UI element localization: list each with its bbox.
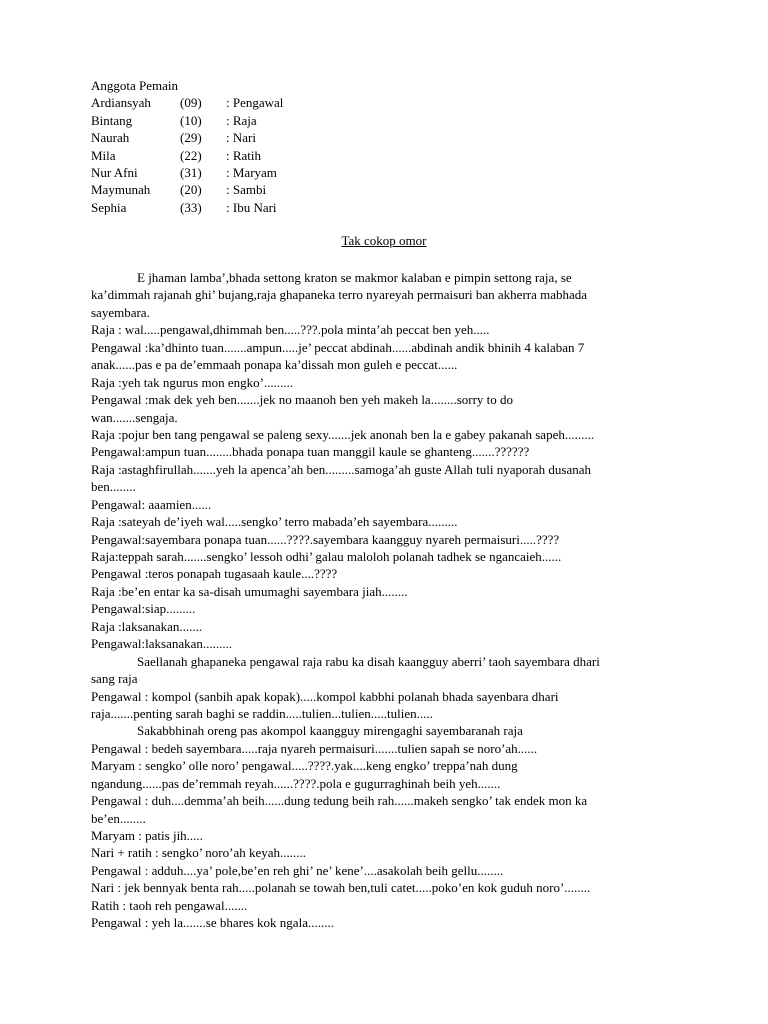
- script-line: Pengawal :ka’dhinto tuan.......ampun.....je’ peccat abdinah......abdinah andik bhinih 4 kalaban 7: [91, 339, 585, 355]
- script-line: Maryam : sengko’ olle noro’ pengawal.....????.yak....keng engko’ treppa’nah dung: [91, 758, 518, 774]
- script-line: Pengawal : duh....demma’ah beih......dung tedung beih rah......makeh sengko’ tak endek mon ka: [91, 793, 588, 809]
- script-line: Pengawal:ampun tuan........bhada ponapa tuan manggil kaule se ghanteng.......??????: [91, 444, 530, 460]
- script-line: Pengawal:laksanakan.........: [91, 636, 233, 652]
- member-role: : Maryam: [226, 164, 277, 180]
- script-line: anak......pas e pa de’emmaah ponapa ka’dissah mon guleh e peccat......: [91, 357, 458, 373]
- member-role: : Ibu Nari: [226, 199, 277, 215]
- member-name: Mila: [91, 147, 116, 163]
- member-number: (33): [180, 199, 202, 215]
- member-number: (20): [180, 182, 202, 198]
- script-line: Raja :sateyah de’iyeh wal.....sengko’ terro mabada’eh sayembara.........: [91, 514, 458, 530]
- member-number: (29): [180, 130, 202, 146]
- cast-list: [91, 77, 283, 216]
- script-line: sang raja: [91, 671, 138, 687]
- cast-member: [91, 199, 283, 216]
- script-line: be’en........: [91, 810, 146, 826]
- script-line: Pengawal :teros ponapah tugasaah kaule....????: [91, 566, 338, 582]
- script-line: Pengawal : yeh la.......se bhares kok ngala........: [91, 915, 334, 931]
- script-line: ben........: [91, 479, 136, 495]
- script-line: wan.......sengaja.: [91, 409, 178, 425]
- member-name: Nur Afni: [91, 164, 138, 180]
- member-name: Sephia: [91, 199, 127, 215]
- member-name: Ardiansyah: [91, 95, 151, 111]
- script-line: Pengawal : kompol (sanbih apak kopak).....kompol kabbhi polanah bhada sayenbara dhari: [91, 688, 559, 704]
- member-name: Bintang: [91, 112, 133, 128]
- cast-member: [91, 129, 283, 146]
- script-line: sayembara.: [91, 304, 150, 320]
- member-number: (09): [180, 95, 202, 111]
- script-line: Raja:teppah sarah.......sengko’ lessoh odhi’ galau maloloh polanah tadhek se ngancaieh......: [91, 549, 562, 564]
- member-number: (31): [180, 164, 202, 180]
- member-role: : Sambi: [226, 182, 267, 198]
- script-line: raja.......penting sarah baghi se raddin.....tulien...tulien.....tulien.....: [91, 705, 433, 721]
- script-line: Pengawal: aaamien......: [91, 496, 212, 512]
- cast-heading: Anggota Pemain: [91, 78, 179, 93]
- script-line: Maryam : patis jih.....: [91, 828, 203, 843]
- script-line: Raja :be’en entar ka sa-disah umumaghi sayembara jiah........: [91, 583, 408, 599]
- cast-member: [91, 164, 283, 181]
- member-number: (22): [180, 147, 202, 163]
- script-line: ka’dimmah rajanah ghi’ bujang,raja ghapaneka terro nyareyah permaisuri ban akherra mabhada: [91, 287, 588, 303]
- script-line: Sakabbhinah oreng pas akompol kaangguy mirengaghi sayembaranah raja: [137, 723, 523, 739]
- script-line: E jhaman lamba’,bhada settong kraton se makmor kalaban e pimpin settong raja, se: [137, 270, 572, 285]
- story-title: Tak cokop omor: [341, 233, 427, 248]
- member-role: : Raja: [226, 112, 257, 128]
- script-line: Pengawal:siap.........: [91, 601, 196, 617]
- member-role: : Nari: [226, 130, 256, 146]
- script-line: Ratih : taoh reh pengawal.......: [91, 897, 248, 913]
- cast-member: [91, 181, 283, 198]
- script-line: Pengawal:sayembara ponapa tuan......????.sayembara kaangguy nyareh permaisuri.....????: [91, 531, 560, 547]
- cast-member: [91, 112, 283, 129]
- script-body: [91, 269, 691, 932]
- script-line: Pengawal : adduh....ya’ pole,be’en reh ghi’ ne’ kene’....asakolah beih gellu........: [91, 862, 504, 878]
- member-name: Maymunah: [91, 182, 151, 198]
- script-line: Nari + ratih : sengko’ noro’ah keyah........: [91, 845, 307, 861]
- cast-member: [91, 94, 283, 111]
- member-number: (10): [180, 112, 202, 128]
- member-role: : Ratih: [226, 147, 262, 163]
- script-line: Raja :yeh tak ngurus mon engko’.........: [91, 374, 294, 390]
- script-line: Nari : jek bennyak benta rah.....polanah se towah ben,tuli catet.....poko’en kok guduh noro’........: [91, 880, 591, 896]
- member-name: Naurah: [91, 130, 130, 146]
- script-line: ngandung......pas de’remmah reyah......????.pola e gugurraghinah beih yeh.......: [91, 775, 501, 791]
- script-line: Raja :astaghfirullah.......yeh la apenca’ah ben.........samoga’ah guste Allah tuli nyaporah dusanah: [91, 461, 591, 477]
- script-line: Pengawal :mak dek yeh ben.......jek no maanoh ben yeh makeh la........sorry to do: [91, 392, 514, 408]
- script-line: Raja :laksanakan.......: [91, 618, 203, 634]
- script-line: Raja : wal.....pengawal,dhimmah ben.....???.pola minta’ah peccat ben yeh.....: [91, 322, 490, 338]
- member-role: : Pengawal: [226, 95, 284, 111]
- script-line: Saellanah ghapaneka pengawal raja rabu ka disah kaangguy aberri’ taoh sayembara dhari: [137, 653, 600, 669]
- cast-member: [91, 147, 283, 164]
- script-line: Raja :pojur ben tang pengawal se paleng sexy.......jek anonah ben la e gabey pakanah sapeh.........: [91, 426, 595, 442]
- script-line: Pengawal : bedeh sayembara.....raja nyareh permaisuri.......tulien sapah se noro’ah......: [91, 740, 538, 756]
